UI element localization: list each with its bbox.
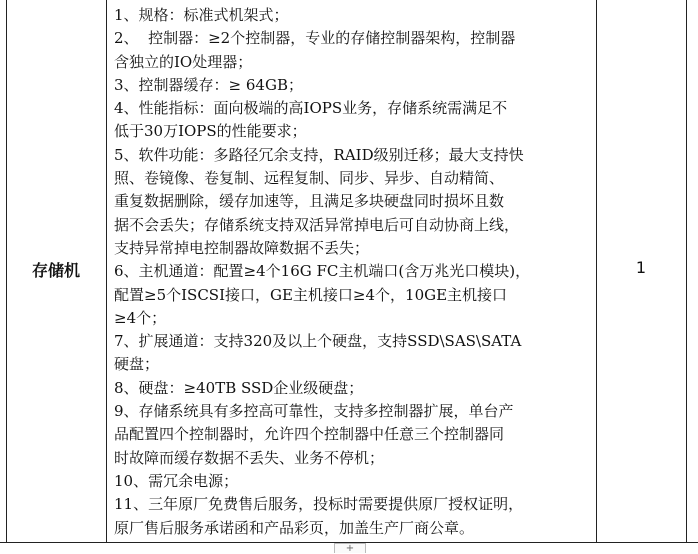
spec-line: 配置≥5个ISCSI接口，GE主机接口≥4个，10GE主机接口 <box>114 285 508 304</box>
spec-line: 低于30万IOPS的性能要求； <box>114 122 307 141</box>
add-row-button[interactable]: + <box>334 543 366 553</box>
specification-list <box>114 4 590 540</box>
spec-line: 重复数据删除，缓存加速等，且满足多块硬盘同时损坏且数 <box>114 192 505 211</box>
spec-line: 8、硬盘：≥40TB SSD企业级硬盘； <box>114 378 364 397</box>
spec-line: 4、性能指标：面向极端的高IOPS业务，存储系统需满足不 <box>114 99 508 118</box>
spec-line: 支持异常掉电控制器故障数据不丢失； <box>114 238 370 257</box>
item-name-cell: 存储机 <box>31 261 80 280</box>
table-border-right <box>686 0 687 543</box>
spec-line: 品配置四个控制器时，允许四个控制器中任意三个控制器同 <box>114 425 505 444</box>
spec-line: 6、主机通道：配置≥4个16G FC主机端口(含万兆光口模块)， <box>114 262 531 281</box>
spec-line: 5、软件功能：多路径冗余支持，RAID级别迁移；最大支持快 <box>114 145 524 164</box>
spec-line: 10、需冗余电源； <box>114 471 239 490</box>
spec-line: 11、三年原厂免费售后服务，投标时需要提供原厂授权证明， <box>114 495 524 514</box>
spec-line: 1、规格：标准式机架式； <box>114 6 289 24</box>
spec-line: 7、扩展通道：支持320及以上个硬盘，支持SSD\SAS\SATA <box>114 332 522 351</box>
spec-line: 原厂售后服务承诺函和产品彩页，加盖生产厂商公章。 <box>114 518 475 537</box>
spec-line: ≥4个； <box>114 308 167 327</box>
quantity-cell: 1 <box>635 258 647 277</box>
spec-line: 9、存储系统具有多控高可靠性，支持多控制器扩展，单台产 <box>114 402 514 421</box>
spec-line: 含独立的IO处理器； <box>114 52 253 71</box>
spec-line: 3、控制器缓存：≥ 64GB； <box>114 75 303 94</box>
spec-line: 据不会丢失；存储系统支持双活异常掉电后可自动协商上线， <box>114 215 520 234</box>
spec-line: 硬盘； <box>114 355 160 374</box>
spec-line: 时故障而缓存数据不丢失、业务不停机； <box>114 448 385 467</box>
spec-line: 照、卷镜像、卷复制、远程复制、同步、异步、自动精简、 <box>114 169 505 188</box>
spec-line: 2、 控制器：≥2个控制器，专业的存储控制器架构，控制器 <box>114 29 516 48</box>
column-divider <box>106 0 107 543</box>
